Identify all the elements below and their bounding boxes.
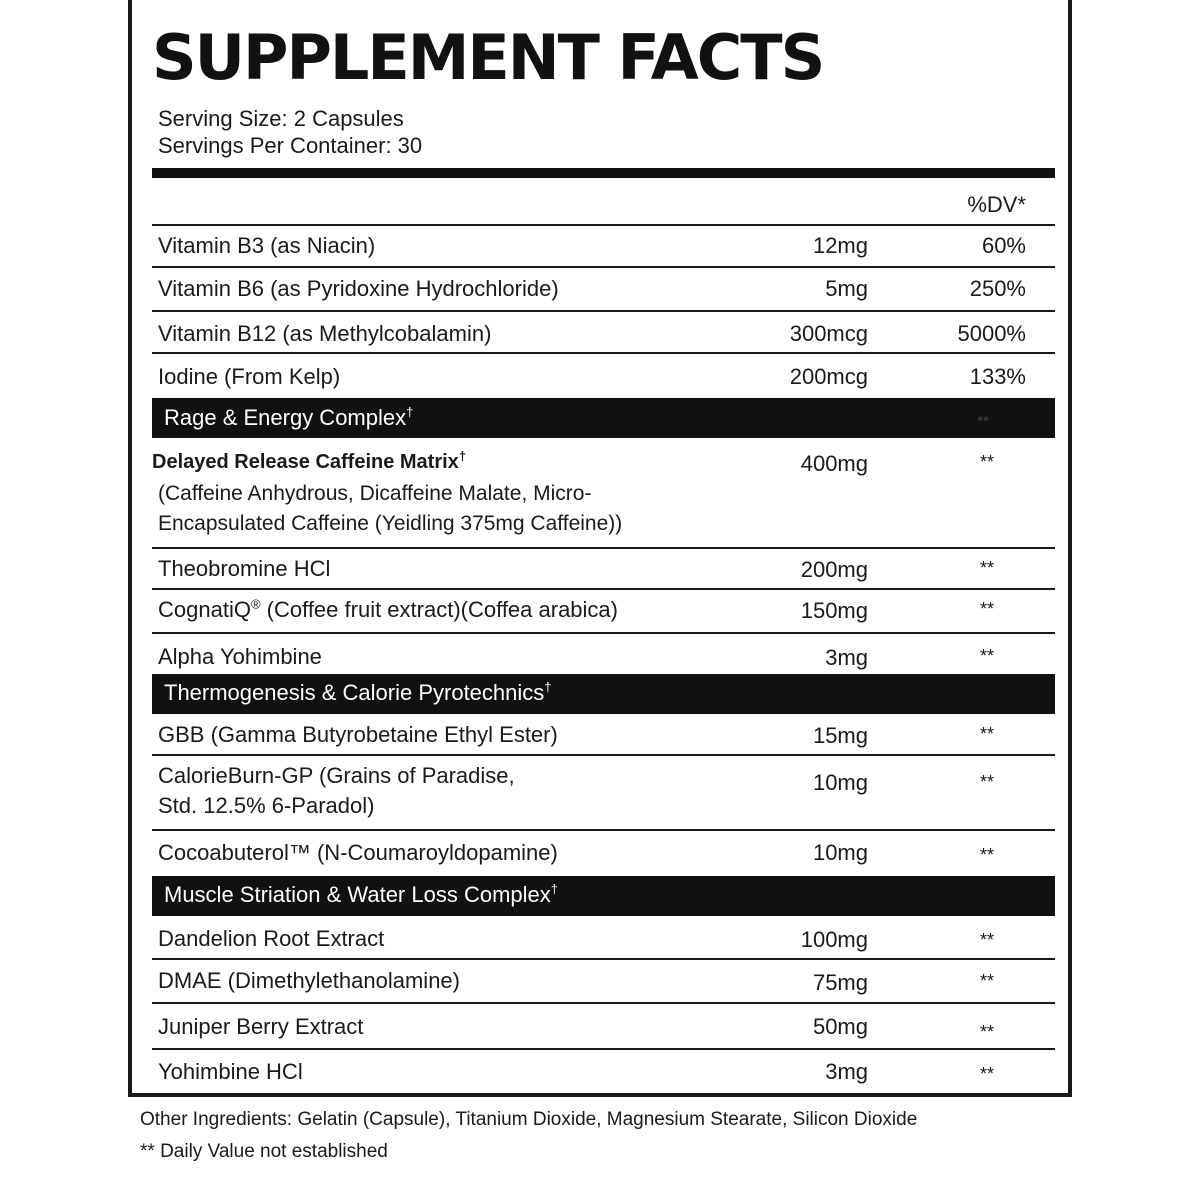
ingredient-dv: ** xyxy=(979,724,994,744)
ingredient-amount: 3mg xyxy=(825,645,868,670)
other-ingredients: Other Ingredients: Gelatin (Capsule), Titanium Dioxide, Magnesium Stearate, Silicon Dioxide xyxy=(140,1109,918,1130)
ingredient-name: Delayed Release Caffeine Matrix† xyxy=(152,448,467,473)
table-row xyxy=(152,268,1055,312)
table-row xyxy=(152,960,1055,1004)
ingredient-name-continued: Std. 12.5% 6-Paradol) xyxy=(158,793,375,818)
section-header-rage-energy xyxy=(152,398,1055,438)
ingredient-amount: 50mg xyxy=(812,1014,868,1039)
supplement-facts-panel xyxy=(128,0,1072,1097)
nutrient-dv: 60% xyxy=(981,233,1026,258)
ingredient-dv: ** xyxy=(979,558,994,578)
ingredient-amount: 100mg xyxy=(800,927,868,952)
table-row xyxy=(152,714,1055,756)
ingredient-name: Alpha Yohimbine xyxy=(158,644,322,669)
ingredient-amount: 15mg xyxy=(812,723,868,748)
serving-size: Serving Size: 2 Capsules xyxy=(158,106,404,131)
ingredient-dv: ** xyxy=(979,845,994,865)
table-row xyxy=(152,550,1055,590)
ingredient-amount: 3mg xyxy=(825,1059,868,1084)
section-dv: ** xyxy=(977,413,989,430)
ingredient-name: Theobromine HCl xyxy=(158,556,331,581)
nutrient-dv: 133% xyxy=(969,364,1026,389)
page-title: SUPPLEMENT FACTS xyxy=(152,21,824,94)
ingredient-amount: 400mg xyxy=(800,451,868,476)
table-row xyxy=(152,832,1055,876)
ingredient-name: CognatiQ® (Coffee fruit extract)(Coffea arabica) xyxy=(158,596,618,622)
thick-divider xyxy=(152,168,1055,178)
table-row xyxy=(152,354,1055,398)
ingredient-detail: Encapsulated Caffeine (Yeidling 375mg Caffeine)) xyxy=(158,512,623,535)
nutrient-name: Vitamin B12 (as Methylcobalamin) xyxy=(158,321,492,346)
ingredient-name: Juniper Berry Extract xyxy=(158,1014,364,1039)
ingredient-name: Dandelion Root Extract xyxy=(158,926,385,951)
table-row xyxy=(152,634,1055,674)
section-title: Rage & Energy Complex† xyxy=(164,404,414,430)
daily-value-footnote: ** Daily Value not established xyxy=(140,1141,388,1162)
servings-per-container: Servings Per Container: 30 xyxy=(158,133,423,158)
table-row xyxy=(152,438,1055,549)
table-row xyxy=(152,312,1055,354)
nutrient-amount: 300mcg xyxy=(789,321,868,346)
ingredient-dv: ** xyxy=(979,1022,994,1042)
ingredient-dv: ** xyxy=(979,452,994,472)
nutrient-amount: 200mcg xyxy=(789,364,868,389)
nutrient-dv: 5000% xyxy=(957,321,1026,346)
section-header-muscle-striation xyxy=(152,876,1055,916)
ingredient-amount: 10mg xyxy=(812,840,868,865)
dv-header-row xyxy=(152,178,1055,226)
table-row xyxy=(152,756,1055,831)
nutrient-name: Iodine (From Kelp) xyxy=(158,364,341,389)
ingredient-amount: 200mg xyxy=(800,557,868,582)
nutrient-name: Vitamin B3 (as Niacin) xyxy=(158,233,376,258)
section-title: Thermogenesis & Calorie Pyrotechnics† xyxy=(164,679,552,705)
table-row xyxy=(152,916,1055,960)
nutrient-dv: 250% xyxy=(969,276,1026,301)
ingredient-dv: ** xyxy=(979,646,994,666)
nutrient-amount: 12mg xyxy=(812,233,868,258)
section-header-thermogenesis xyxy=(152,674,1055,714)
ingredient-name: Yohimbine HCl xyxy=(158,1059,303,1084)
section-title: Muscle Striation & Water Loss Complex† xyxy=(164,881,558,907)
ingredient-amount: 150mg xyxy=(800,598,868,623)
nutrient-name: Vitamin B6 (as Pyridoxine Hydrochloride) xyxy=(158,276,559,301)
nutrient-amount: 5mg xyxy=(825,276,868,301)
ingredient-amount: 10mg xyxy=(812,770,868,795)
table-row xyxy=(152,590,1055,634)
table-row xyxy=(152,226,1055,268)
ingredient-amount: 75mg xyxy=(812,970,868,995)
table-row xyxy=(152,1004,1055,1050)
table-row xyxy=(152,1050,1055,1092)
ingredient-name: GBB (Gamma Butyrobetaine Ethyl Ester) xyxy=(158,722,558,747)
ingredient-name: CalorieBurn-GP (Grains of Paradise, xyxy=(158,763,515,788)
dv-header: %DV* xyxy=(967,192,1026,217)
ingredient-name: DMAE (Dimethylethanolamine) xyxy=(158,968,460,993)
ingredient-dv: ** xyxy=(979,930,994,950)
ingredient-dv: ** xyxy=(979,599,994,619)
ingredient-dv: ** xyxy=(979,1064,994,1084)
ingredient-dv: ** xyxy=(979,772,994,792)
ingredient-detail: (Caffeine Anhydrous, Dicaffeine Malate, Micro- xyxy=(158,482,592,505)
ingredient-dv: ** xyxy=(979,971,994,991)
ingredient-name: Cocoabuterol™ (N-Coumaroyldopamine) xyxy=(158,840,558,865)
